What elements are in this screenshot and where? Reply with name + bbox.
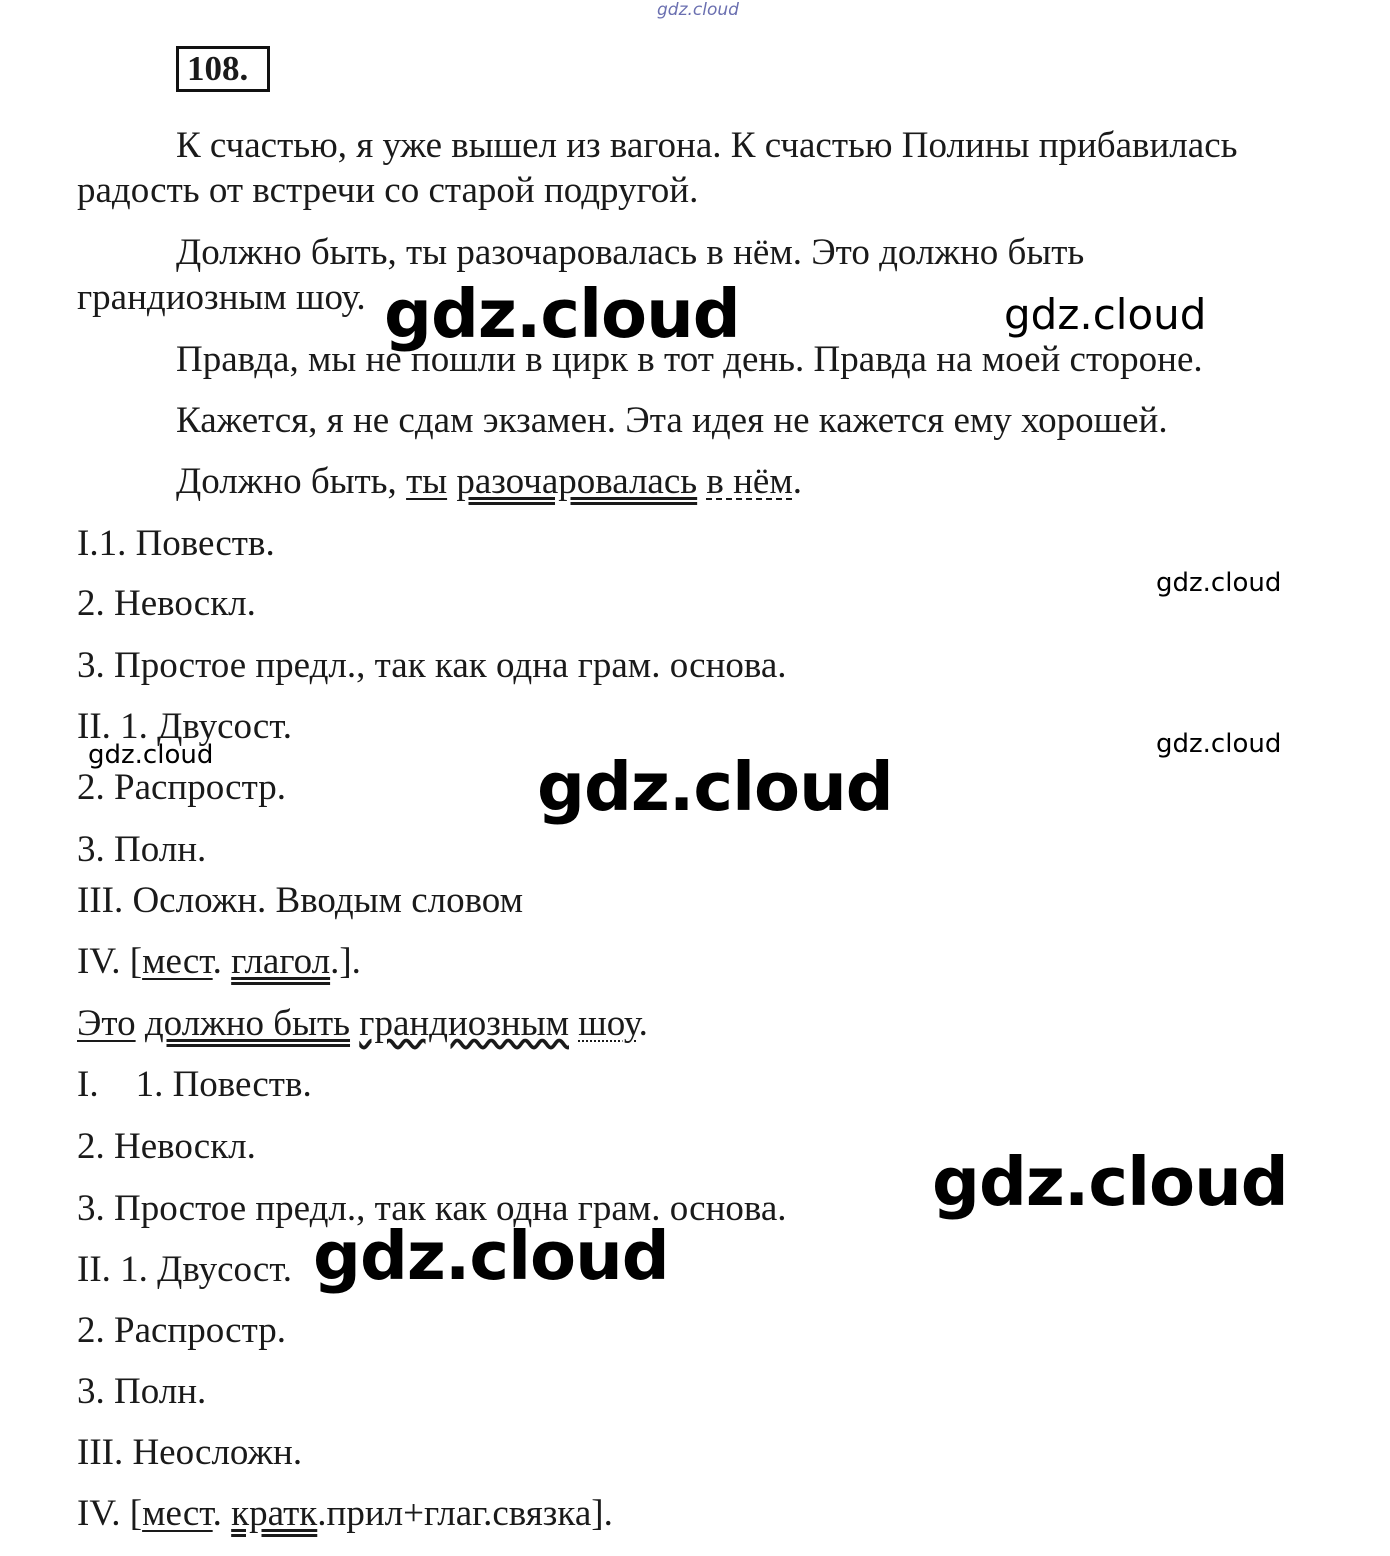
paragraph-3: Правда, мы не пошли в цирк в тот день. Правда на моей стороне. [176,339,1203,380]
analysis-1-line-4: II. 1. Двусост. [77,706,292,747]
analysis-1-line-1: I.1. Повеств. [77,523,275,564]
paragraph-2-line-2: грандиозным шоу. [77,277,366,318]
scheme-word-2: глагол [231,941,331,982]
analysis-1-line-7: III. Осложн. Вводым словом [77,880,524,921]
sentence-end: . [792,461,803,502]
scheme-word-1: мест [142,1493,213,1534]
watermark: gdz.cloud [1156,729,1282,759]
watermark: gdz.cloud [537,748,893,826]
analysis-1-line-6: 3. Полн. [77,829,207,870]
sentence-predicate: должно быть [144,1003,351,1044]
watermark: gdz.cloud [932,1143,1288,1221]
analysis-2-line-3: 3. Простое предл., так как одна грам. основа. [77,1188,787,1229]
scheme-open: IV. [ [77,1493,143,1534]
analysis-2-line-5: 2. Распростр. [77,1310,286,1351]
analysis-1-sentence [176,460,802,504]
sentence-lead: Должно быть, [176,461,407,502]
watermark: gdz.cloud [88,740,214,770]
sentence-noun: шоу [578,1003,639,1044]
analysis-1-line-5: 2. Распростр. [77,767,286,808]
analysis-2-scheme [77,1492,613,1536]
analysis-1-scheme [77,940,361,984]
paragraph-1-line-1: К счастью, я уже вышел из вагона. К счастью Полины прибавилась [176,125,1238,166]
task-number: 108. [176,46,270,92]
watermark: gdz.cloud [1156,568,1282,598]
scheme-sep: . [212,1493,232,1534]
analysis-2-line-6: 3. Полн. [77,1371,207,1412]
analysis-2-line-4: II. 1. Двусост. [77,1249,292,1290]
scheme-sep: . [212,941,232,982]
watermark: gdz.cloud [1004,290,1207,339]
paragraph-4: Кажется, я не сдам экзамен. Эта идея не кажется ему хорошей. [176,400,1168,441]
scheme-close: .]. [330,941,361,982]
watermark: gdz.cloud [384,275,740,353]
sentence-end: . [638,1003,648,1044]
paragraph-1-line-2: радость от встречи со старой подругой. [77,170,699,211]
scheme-word-2: кратк [231,1493,318,1534]
sentence-object: в нём [706,461,793,502]
analysis-1-line-2: 2. Невоскл. [77,583,256,624]
sentence-predicate: разочаровалась [456,461,698,502]
analysis-2-sentence [77,1002,648,1046]
watermark-top: gdz.cloud [657,0,739,20]
analysis-1-line-3: 3. Простое предл., так как одна грам. основа. [77,645,787,686]
paragraph-2-line-1: Должно быть, ты разочаровалась в нём. Это должно быть [176,232,1085,273]
sentence-subject: Это [77,1003,136,1044]
watermark: gdz.cloud [313,1217,669,1295]
scheme-rest: .прил+глаг.связка]. [317,1493,613,1534]
scheme-word-1: мест [142,941,213,982]
scheme-open: IV. [ [77,941,143,982]
analysis-2-line-2: 2. Невоскл. [77,1126,256,1167]
sentence-adjective: грандиозным [359,1003,569,1044]
sentence-subject: ты [406,461,448,502]
analysis-2-line-1: I. 1. Повеств. [77,1064,312,1105]
analysis-2-line-7: III. Неосложн. [77,1432,303,1473]
